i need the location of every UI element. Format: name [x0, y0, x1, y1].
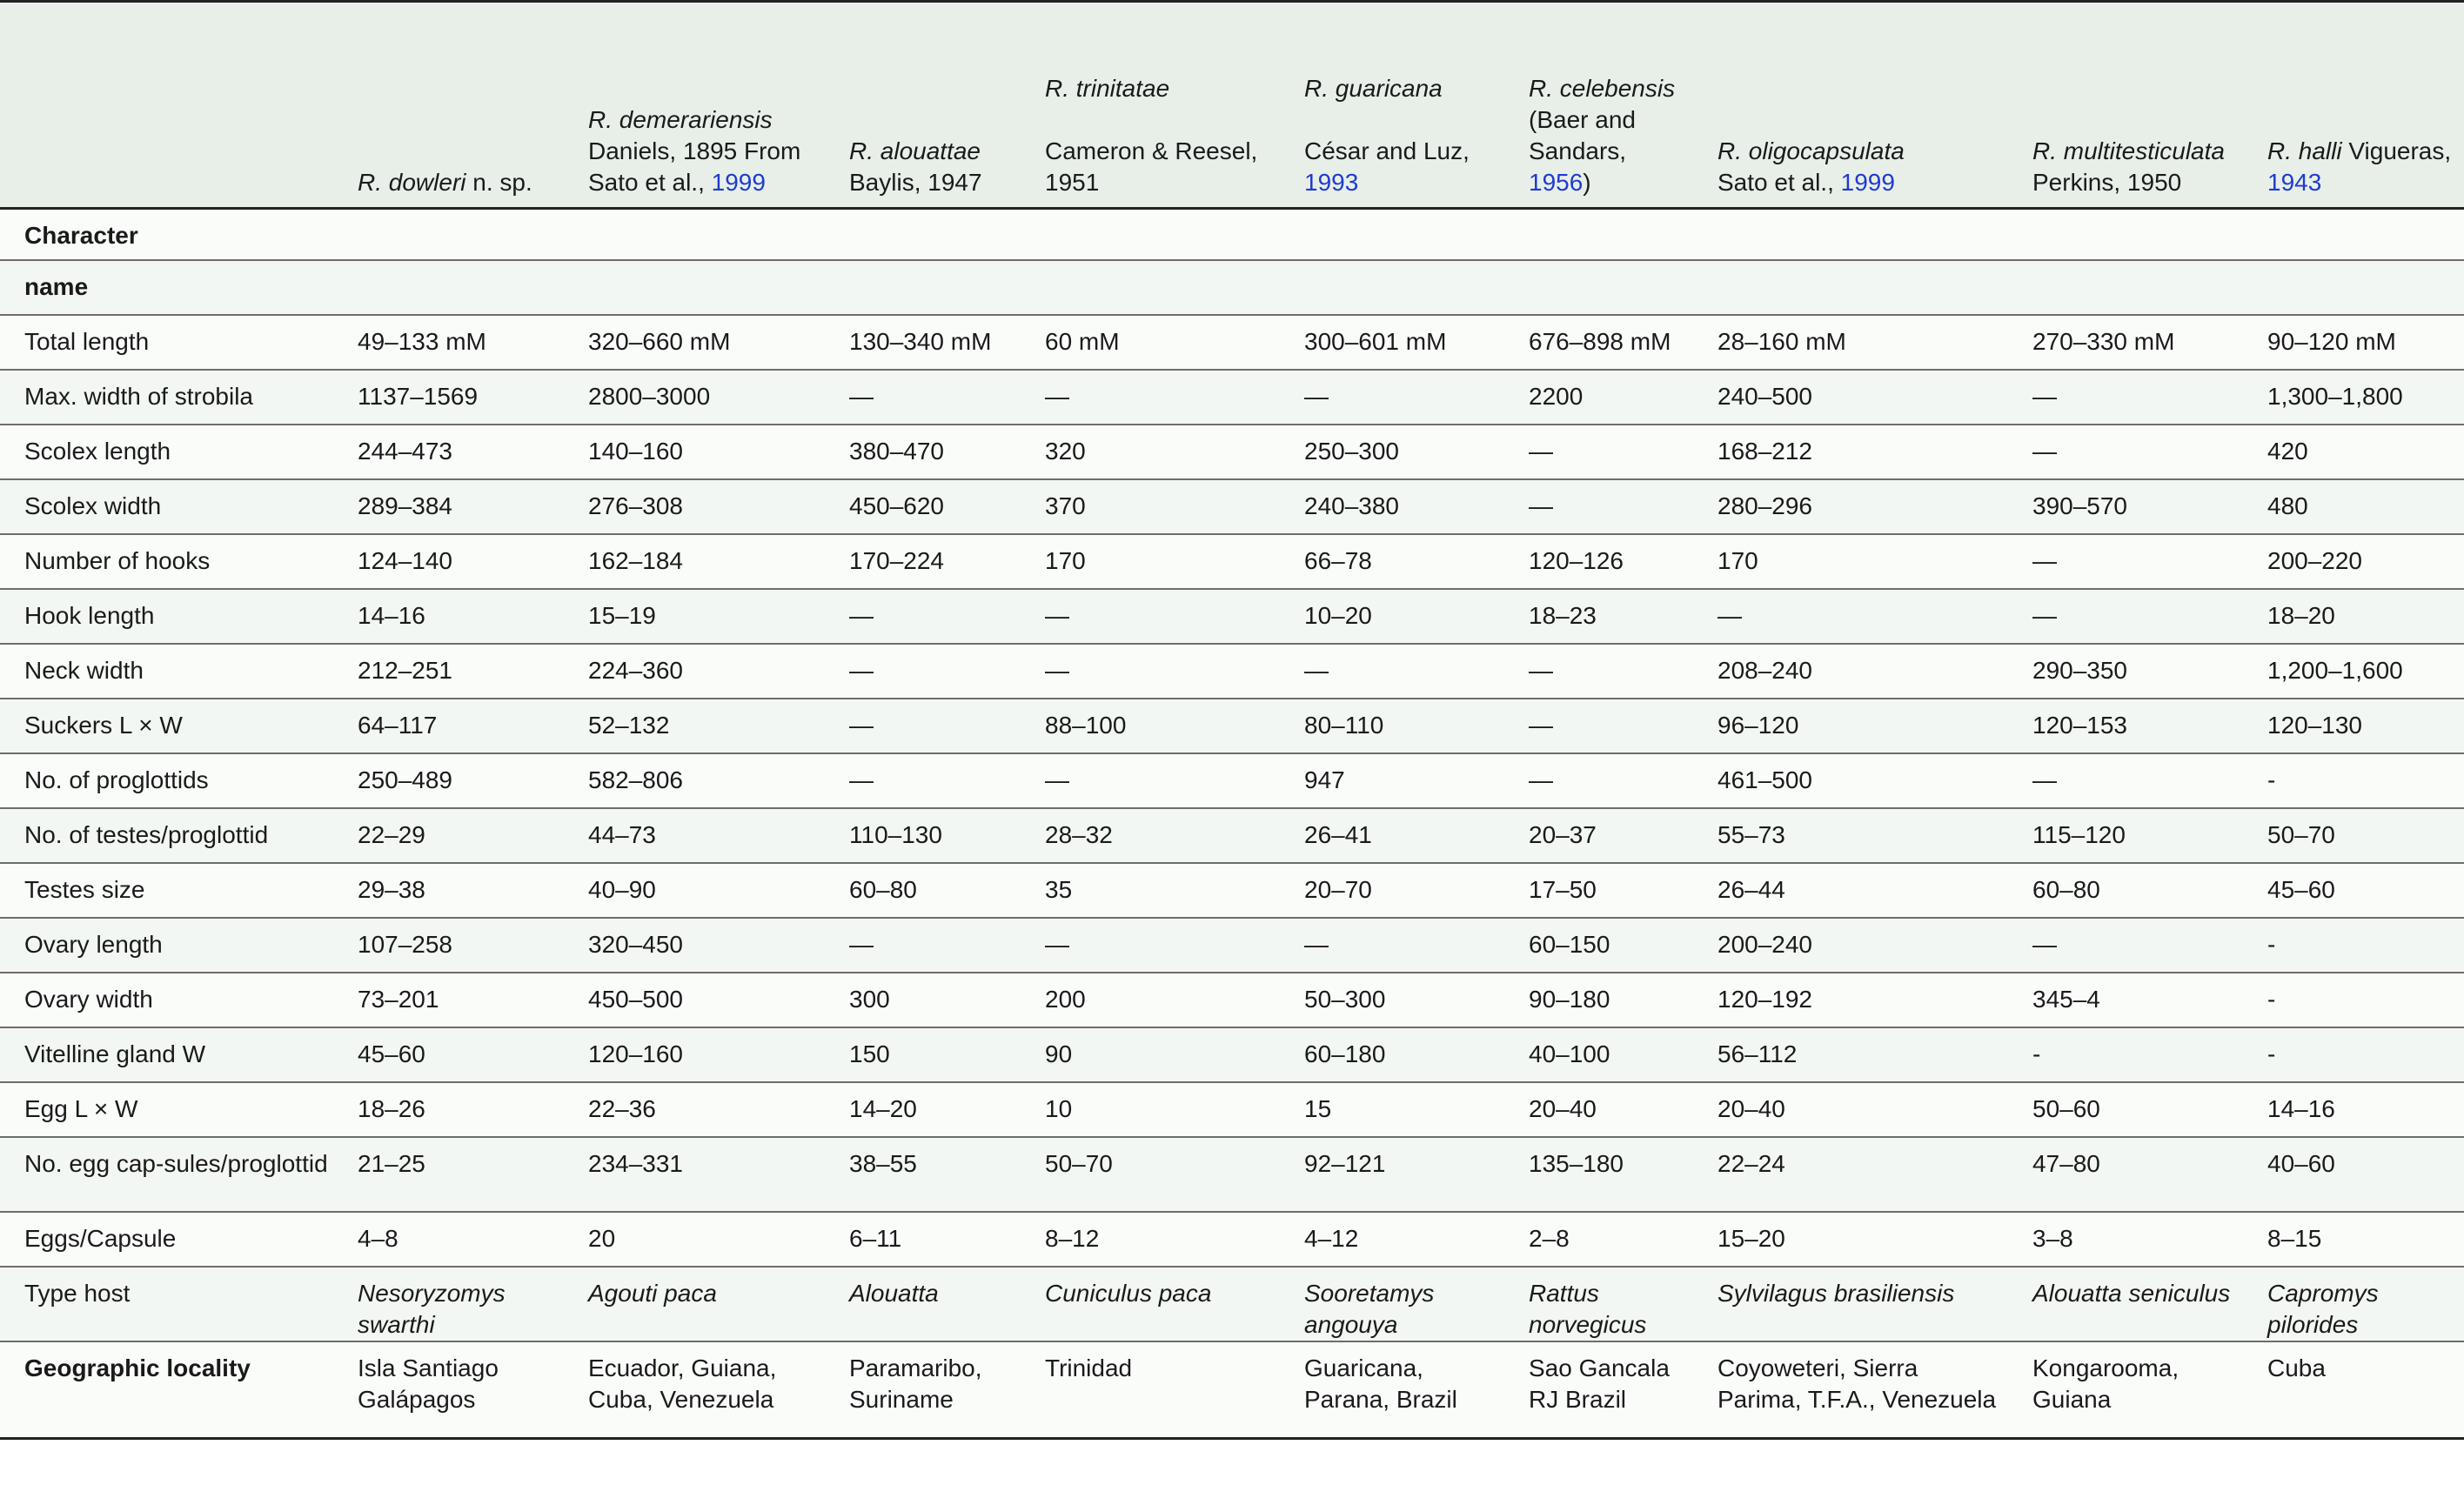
- table-cell: Alouatta: [849, 1279, 939, 1307]
- table-cell: 240–500: [1717, 382, 1813, 410]
- table-cell: 120–160: [588, 1040, 684, 1067]
- table-cell: 26–44: [1717, 875, 1785, 903]
- header-row: [0, 2, 2464, 209]
- table-cell: Kongarooma, Guiana: [2032, 1354, 2179, 1413]
- header-species-1: [333, 2, 564, 209]
- table-cell: -: [2267, 930, 2276, 958]
- table-cell: 140–160: [588, 437, 684, 465]
- table-cell: 6–11: [849, 1224, 902, 1252]
- table-cell: 390–570: [2032, 492, 2128, 519]
- table-cell: [333, 260, 564, 315]
- table-cell: 10: [1045, 1094, 1073, 1122]
- table-cell: 20–70: [1304, 875, 1372, 903]
- table-cell: 20: [588, 1224, 616, 1252]
- table-cell: 4–8: [358, 1224, 398, 1252]
- table-cell: 320–660 mM: [588, 327, 731, 355]
- table-cell: 18–23: [1529, 601, 1597, 629]
- table-cell: —: [1529, 656, 1553, 684]
- row-label: Scolex length: [24, 437, 171, 465]
- row-label: Egg L × W: [24, 1094, 138, 1122]
- table-cell: 676–898 mM: [1529, 327, 1671, 355]
- table-cell: 270–330 mM: [2032, 327, 2175, 355]
- table-row: [0, 1027, 2464, 1082]
- row-label: Suckers L × W: [24, 711, 183, 739]
- table-cell: -: [2267, 985, 2276, 1013]
- table-cell: —: [1529, 766, 1553, 793]
- table-cell: —: [2032, 930, 2057, 958]
- table-cell: Rattus norvegicus: [1529, 1279, 1647, 1338]
- row-label: Vitelline gland W: [24, 1040, 206, 1067]
- header-name-line: [2267, 136, 2464, 198]
- header-name-line: [1717, 136, 2008, 167]
- table-row: [0, 753, 2464, 808]
- authority-text: (Baer and Sandars,: [1529, 106, 1636, 164]
- row-label: Max. width of strobila: [24, 382, 253, 410]
- table-cell: [333, 209, 564, 260]
- table-cell: 40–100: [1529, 1040, 1610, 1067]
- citation-year-link[interactable]: 1956: [1529, 169, 1584, 196]
- row-label: Scolex width: [24, 492, 162, 519]
- table-cell: 170–224: [849, 546, 945, 574]
- table-cell: Agouti paca: [588, 1279, 717, 1307]
- species-suffix: Vigueras,: [2341, 137, 2452, 164]
- table-cell: —: [849, 382, 874, 410]
- table-cell: 60–180: [1304, 1040, 1386, 1067]
- citation-year-link[interactable]: 1993: [1304, 169, 1359, 196]
- row-label: name: [24, 272, 89, 300]
- table-cell: 130–340 mM: [849, 327, 992, 355]
- header-authority-line: [588, 136, 825, 198]
- table-cell: 56–112: [1717, 1040, 1798, 1067]
- table-cell: —: [849, 601, 874, 629]
- table-cell: —: [2032, 437, 2057, 465]
- row-label: Type host: [24, 1279, 131, 1307]
- species-name: R. trinitatae: [1045, 75, 1170, 102]
- table-cell: 21–25: [358, 1149, 425, 1177]
- row-label: Number of hooks: [24, 546, 211, 574]
- table-cell: 110–130: [849, 820, 942, 848]
- authority-text: Perkins, 1950: [2032, 169, 2182, 196]
- row-label: Testes size: [24, 875, 145, 903]
- table-cell: —: [1529, 437, 1553, 465]
- table-cell: 66–78: [1304, 546, 1372, 574]
- table-cell: 49–133 mM: [358, 327, 486, 355]
- table-cell: 15–20: [1717, 1224, 1785, 1252]
- table-cell: 320: [1045, 437, 1086, 465]
- authority-text: Cameron & Reesel, 1951: [1045, 137, 1258, 196]
- table-cell: 234–331: [588, 1149, 684, 1177]
- table-cell: 92–121: [1304, 1149, 1386, 1177]
- table-cell: 200: [1045, 985, 1086, 1013]
- species-name: R. guaricana: [1304, 75, 1443, 102]
- row-label: Geographic locality: [24, 1354, 251, 1381]
- header-name-line: [358, 167, 564, 198]
- table-cell: [564, 260, 825, 315]
- table-row: [0, 315, 2464, 370]
- table-cell: Nesoryzomys swarthi: [358, 1279, 506, 1338]
- species-name: R. demerariensis: [588, 106, 773, 133]
- species-name: R. dowleri: [358, 169, 466, 196]
- header-name-line: [1529, 73, 1693, 104]
- table-cell: 45–60: [2267, 875, 2335, 903]
- table-cell: 2200: [1529, 382, 1584, 410]
- table-cell: 22–36: [588, 1094, 656, 1122]
- table-cell: [564, 209, 825, 260]
- table-cell: 20–40: [1717, 1094, 1785, 1122]
- authority-tail: ): [1583, 169, 1591, 196]
- authority-text: Baylis, 1947: [849, 169, 982, 196]
- table-cell: 22–24: [1717, 1149, 1785, 1177]
- table-cell: 1137–1569: [358, 382, 479, 410]
- header-gap: [1304, 104, 1504, 136]
- row-label: No. egg cap-sules/proglottid: [24, 1149, 328, 1177]
- header-species-5: [1280, 2, 1504, 209]
- row-label: No. of testes/proglottid: [24, 820, 269, 848]
- species-name: R. oligocapsulata: [1717, 137, 1905, 164]
- table-cell: 8–12: [1045, 1224, 1100, 1252]
- table-cell: 3–8: [2032, 1224, 2073, 1252]
- table-cell: —: [1304, 382, 1329, 410]
- table-cell: Alouatta seniculus: [2032, 1279, 2231, 1307]
- row-label: Hook length: [24, 601, 155, 629]
- table-cell: 4–12: [1304, 1224, 1359, 1252]
- table-cell: 45–60: [358, 1040, 425, 1067]
- table-cell: —: [1045, 766, 1069, 793]
- table-cell: 10–20: [1304, 601, 1372, 629]
- table-cell: [1021, 260, 1280, 315]
- table-cell: [2008, 260, 2243, 315]
- table-cell: 461–500: [1717, 766, 1813, 793]
- table-cell: —: [1304, 656, 1329, 684]
- table-cell: 450–620: [849, 492, 945, 519]
- table-cell: [825, 209, 1021, 260]
- table-cell: 8–15: [2267, 1224, 2322, 1252]
- table-cell: 2–8: [1529, 1224, 1570, 1252]
- header-species-8: [2008, 2, 2243, 209]
- table-cell: 120–130: [2267, 711, 2363, 739]
- table-cell: 120–153: [2032, 711, 2128, 739]
- header-authority-line: [1045, 136, 1280, 198]
- table-cell: [1693, 209, 2008, 260]
- row-label: Total length: [24, 327, 150, 355]
- header-name-line: [588, 104, 825, 136]
- table-cell: -: [2267, 1040, 2276, 1067]
- table-cell: 200–240: [1717, 930, 1813, 958]
- citation-year-link[interactable]: 1999: [711, 169, 766, 196]
- row-label: Neck width: [24, 656, 144, 684]
- table-cell: —: [849, 711, 874, 739]
- table-cell: —: [1717, 601, 1742, 629]
- table-cell: Ecuador, Guiana, Cuba, Venezuela: [588, 1354, 777, 1413]
- table-cell: 115–120: [2032, 820, 2126, 848]
- header-name-line: [849, 136, 1021, 167]
- table-cell: Guaricana, Parana, Brazil: [1304, 1354, 1457, 1413]
- table-cell: 96–120: [1717, 711, 1799, 739]
- header-authority-line: [849, 167, 1021, 198]
- header-authority-line: [1717, 167, 2008, 198]
- table-cell: [1693, 260, 2008, 315]
- table-cell: 50–60: [2032, 1094, 2100, 1122]
- table-cell: 80–110: [1304, 711, 1384, 739]
- row-label: Ovary width: [24, 985, 153, 1013]
- table-cell: 60–80: [849, 875, 917, 903]
- table-cell: Cuniculus paca: [1045, 1279, 1212, 1307]
- table-cell: —: [1304, 930, 1329, 958]
- table-cell: Capromys pilorides: [2267, 1279, 2379, 1338]
- table-cell: [1280, 209, 1504, 260]
- table-cell: 47–80: [2032, 1149, 2100, 1177]
- table-cell: 73–201: [358, 985, 439, 1013]
- table-cell: 1,200–1,600: [2267, 656, 2403, 684]
- row-label: Ovary length: [24, 930, 163, 958]
- table-cell: 135–180: [1529, 1149, 1624, 1177]
- header-name-line: [2032, 136, 2243, 167]
- table-cell: 289–384: [358, 492, 453, 519]
- table-cell: 55–73: [1717, 820, 1785, 848]
- table-row: [0, 260, 2464, 315]
- table-cell: 208–240: [1717, 656, 1813, 684]
- table-cell: 90: [1045, 1040, 1073, 1067]
- table-cell: 90–120 mM: [2267, 327, 2396, 355]
- table-cell: —: [1045, 930, 1069, 958]
- species-name: R. alouattae: [849, 137, 981, 164]
- table-row: [0, 589, 2464, 644]
- table-row: [0, 973, 2464, 1027]
- header-gap: [1045, 104, 1280, 136]
- table-cell: 290–350: [2032, 656, 2128, 684]
- table-cell: Sylvilagus brasiliensis: [1717, 1279, 1955, 1307]
- table-row: [0, 534, 2464, 589]
- header-species-6: [1504, 2, 1693, 209]
- table-cell: 15–19: [588, 601, 656, 629]
- table-cell: Sao Gancala RJ Brazil: [1529, 1354, 1670, 1413]
- authority-text: César and Luz,: [1304, 137, 1470, 164]
- table-cell: —: [1529, 492, 1553, 519]
- table-cell: 120–126: [1529, 546, 1624, 574]
- table-row: [0, 209, 2464, 260]
- table-cell: 35: [1045, 875, 1073, 903]
- table-cell: —: [2032, 546, 2057, 574]
- table-cell: 1,300–1,800: [2267, 382, 2403, 410]
- table-row: [0, 1267, 2464, 1341]
- row-label: Eggs/Capsule: [24, 1224, 177, 1252]
- table-cell: 88–100: [1045, 711, 1127, 739]
- table-cell: 18–26: [358, 1094, 425, 1122]
- table-cell: 250–300: [1304, 437, 1400, 465]
- citation-year-link[interactable]: 1999: [1840, 169, 1895, 196]
- table-cell: 64–117: [358, 711, 438, 739]
- header-species-3: [825, 2, 1021, 209]
- table-cell: 2800–3000: [588, 382, 711, 410]
- table-cell: —: [849, 930, 874, 958]
- table-cell: 450–500: [588, 985, 684, 1013]
- table-cell: 29–38: [358, 875, 425, 903]
- table-cell: 150: [849, 1040, 890, 1067]
- table-cell: 212–251: [358, 656, 453, 684]
- table-cell: -: [2267, 766, 2276, 793]
- table-cell: 50–70: [1045, 1149, 1113, 1177]
- table-cell: 60–150: [1529, 930, 1610, 958]
- table-row: [0, 918, 2464, 973]
- table-cell: 20–37: [1529, 820, 1597, 848]
- table-row: [0, 1082, 2464, 1137]
- header-authority-line: [2032, 167, 2243, 198]
- header-species-7: [1693, 2, 2008, 209]
- table-cell: [825, 260, 1021, 315]
- table-cell: [1504, 209, 1693, 260]
- table-row: [0, 1341, 2464, 1439]
- table-body: [0, 209, 2464, 1439]
- authority-text: Sato et al.,: [1717, 169, 1841, 196]
- table-cell: 14–16: [358, 601, 425, 629]
- species-suffix: n. sp.: [465, 169, 532, 196]
- table-cell: 40–60: [2267, 1149, 2335, 1177]
- table-cell: —: [1045, 656, 1069, 684]
- header-authority-line: [1304, 136, 1504, 198]
- table-cell: —: [2032, 601, 2057, 629]
- table-cell: —: [1529, 711, 1553, 739]
- table-cell: 20–40: [1529, 1094, 1597, 1122]
- table-cell: 107–258: [358, 930, 453, 958]
- header-species-2: [564, 2, 825, 209]
- table-cell: 280–296: [1717, 492, 1813, 519]
- table-cell: Coyoweteri, Sierra Parima, T.F.A., Venezuela: [1717, 1354, 1997, 1413]
- table-cell: 50–70: [2267, 820, 2335, 848]
- table-row: [0, 1137, 2464, 1212]
- header-top-line: [1304, 73, 1504, 104]
- table-cell: [2243, 209, 2464, 260]
- table-cell: -: [2032, 1040, 2041, 1067]
- table-cell: 22–29: [358, 820, 425, 848]
- table-cell: 60–80: [2032, 875, 2100, 903]
- table-cell: Sooretamys angouya: [1304, 1279, 1435, 1338]
- table-cell: 162–184: [588, 546, 684, 574]
- species-name: R. halli: [2267, 137, 2342, 164]
- table-cell: 60 mM: [1045, 327, 1120, 355]
- table-cell: 50–300: [1304, 985, 1386, 1013]
- table-cell: 120–192: [1717, 985, 1813, 1013]
- table-cell: 420: [2267, 437, 2308, 465]
- table-cell: —: [1045, 382, 1069, 410]
- table-cell: 28–160 mM: [1717, 327, 1846, 355]
- species-name: R. celebensis: [1529, 75, 1676, 102]
- table-cell: 480: [2267, 492, 2308, 519]
- table-cell: —: [2032, 766, 2057, 793]
- row-label: No. of proglottids: [24, 766, 209, 793]
- table-cell: 28–32: [1045, 820, 1113, 848]
- table-cell: 38–55: [849, 1149, 917, 1177]
- table-cell: 224–360: [588, 656, 684, 684]
- table-cell: —: [849, 656, 874, 684]
- table-cell: 15: [1304, 1094, 1332, 1122]
- table-cell: Paramaribo, Suriname: [849, 1354, 982, 1413]
- table-cell: —: [849, 766, 874, 793]
- table-cell: 200–220: [2267, 546, 2363, 574]
- table-cell: [1280, 260, 1504, 315]
- citation-year-link[interactable]: 1943: [2267, 169, 2322, 196]
- table-cell: 168–212: [1717, 437, 1813, 465]
- table-cell: 276–308: [588, 492, 684, 519]
- table-cell: Isla Santiago Galápagos: [358, 1354, 499, 1413]
- table-cell: 90–180: [1529, 985, 1610, 1013]
- table-cell: 320–450: [588, 930, 684, 958]
- table-cell: 26–41: [1304, 820, 1372, 848]
- table-cell: 18–20: [2267, 601, 2335, 629]
- table-cell: 44–73: [588, 820, 656, 848]
- table-cell: —: [2032, 382, 2057, 410]
- table-cell: [2243, 260, 2464, 315]
- table-row: [0, 1212, 2464, 1267]
- table-cell: —: [1045, 601, 1069, 629]
- table-cell: 947: [1304, 766, 1345, 793]
- row-label: Character: [24, 222, 138, 249]
- table-cell: 250–489: [358, 766, 453, 793]
- table-cell: Cuba: [2267, 1354, 2326, 1381]
- table-cell: 345–4: [2032, 985, 2100, 1013]
- header-corner: [0, 2, 333, 209]
- table-cell: 170: [1045, 546, 1086, 574]
- table-cell: [1504, 260, 1693, 315]
- table-cell: 40–90: [588, 875, 656, 903]
- table-row: [0, 808, 2464, 863]
- table-cell: 170: [1717, 546, 1758, 574]
- table-cell: 244–473: [358, 437, 453, 465]
- table-cell: 240–380: [1304, 492, 1400, 519]
- table-row: [0, 370, 2464, 425]
- table-cell: Trinidad: [1045, 1354, 1133, 1381]
- table-cell: 14–16: [2267, 1094, 2335, 1122]
- table-row: [0, 699, 2464, 753]
- header-authority-line: [1529, 104, 1693, 198]
- authority-text: Daniels, 1895 From Sato et al.,: [588, 137, 801, 196]
- header-species-9: [2243, 2, 2464, 209]
- table-cell: 582–806: [588, 766, 684, 793]
- table-cell: [2008, 209, 2243, 260]
- table-row: [0, 425, 2464, 479]
- table-row: [0, 644, 2464, 699]
- table-cell: 380–470: [849, 437, 945, 465]
- table-cell: [1021, 209, 1280, 260]
- header-top-line: [1045, 73, 1280, 104]
- table-row: [0, 479, 2464, 534]
- table-cell: 17–50: [1529, 875, 1597, 903]
- table-cell: 370: [1045, 492, 1086, 519]
- table-cell: 14–20: [849, 1094, 917, 1122]
- header-species-4: [1021, 2, 1280, 209]
- table-row: [0, 863, 2464, 918]
- table-cell: 52–132: [588, 711, 670, 739]
- species-name: R. multitesticulata: [2032, 137, 2225, 164]
- table-cell: 300–601 mM: [1304, 327, 1447, 355]
- table-cell: 300: [849, 985, 890, 1013]
- table-cell: 124–140: [358, 546, 453, 574]
